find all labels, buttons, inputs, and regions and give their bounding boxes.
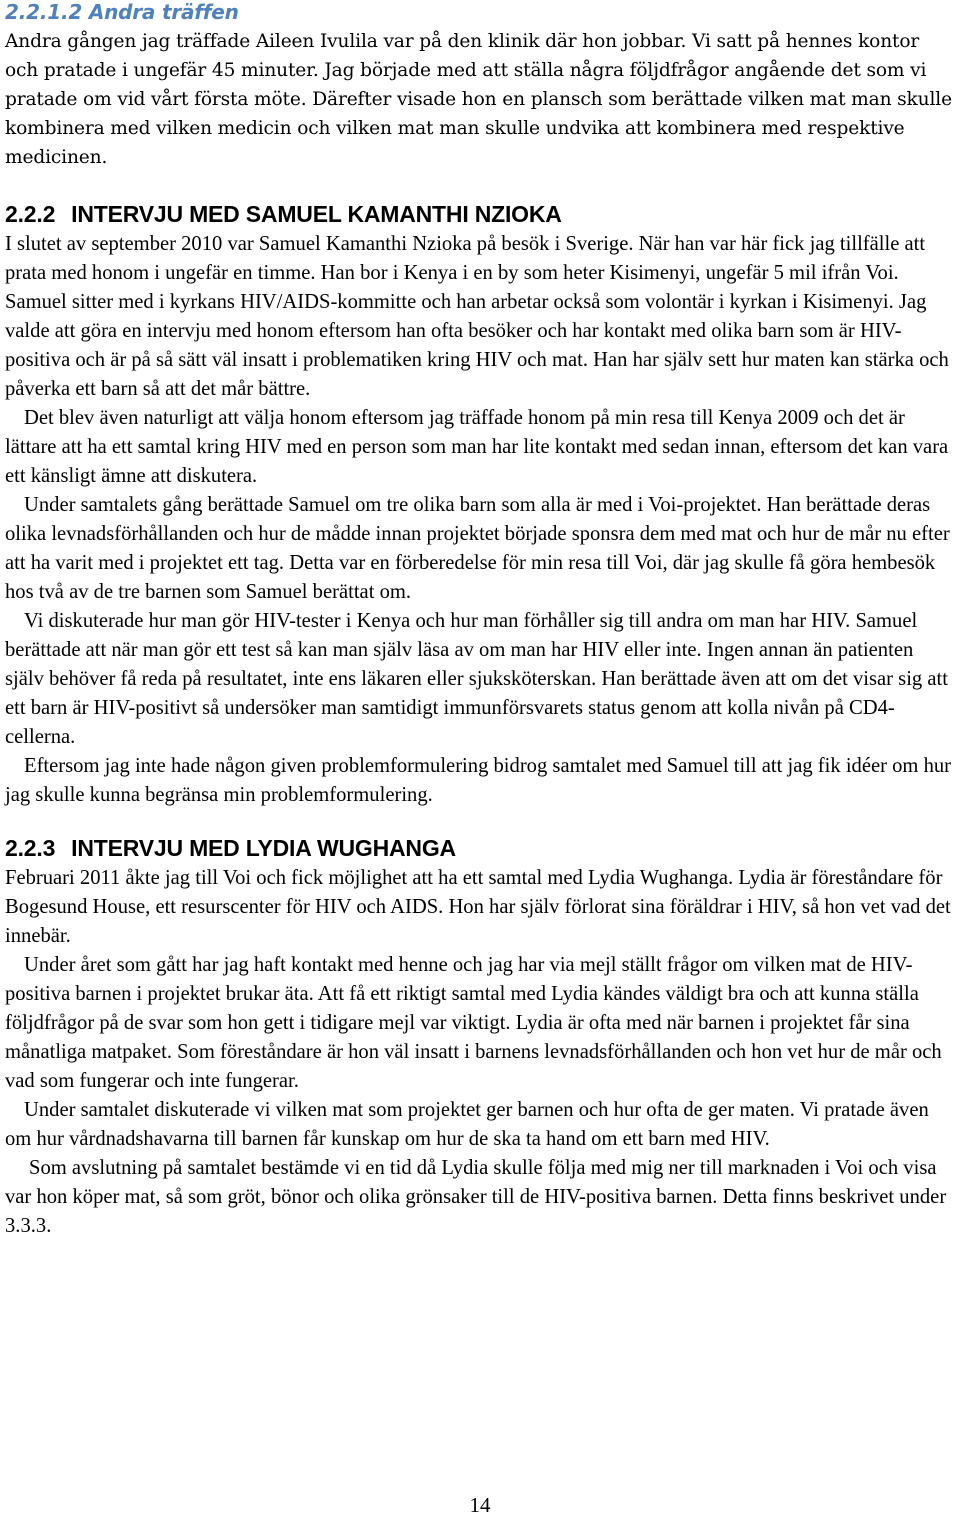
- paragraph-lydia-2: Under året som gått har jag haft kontakt med henne och jag har via mejl ställt frågor om vilken mat de HIV-positiva barnen i projektet brukar äta. Att få ett riktigt samtal med Lydia kändes väldigt bra och att kunna ställa följdfrågor på de svar som hon gett i tidigare mejl var viktigt. Lydia är ofta med när barnen i projektet får sina månatliga matpaket. Som föreståndare är hon väl insatt i barnens levnadsförhållanden och hon vet hur de mår och vad som fungerar och inte fungerar.: [5, 954, 942, 1092]
- section-number: 2.2.3: [5, 835, 56, 861]
- subsection-heading-2-2-1-2: 2.2.1.2 Andra träffen: [5, 0, 239, 24]
- paragraph-samuel-4: Vi diskuterade hur man gör HIV-tester i Kenya och hur man förhåller sig till andra om man har HIV. Samuel berättade att när man gör ett test så kan man själv läsa av om man har HIV eller inte. Ingen annan än patienten själv behöver få reda på resultatet, inte ens läkaren eller sjuksköterskan. Han berättade även att om det visar sig att ett barn är HIV-positivt så undersöker man samtidigt immunförsvarets status genom att kolla nivån på CD4-cellerna.: [5, 610, 948, 748]
- section-title: INTERVJU MED SAMUEL KAMANTHI NZIOKA: [71, 201, 562, 227]
- paragraph-andra-traffen: Andra gången jag träffade Aileen Ivulila var på den klinik där hon jobbar. Vi satt på hennes kontor och pratade i ungefär 45 minuter. Jag började med att ställa några följdfrågor angående det som vi pratade om vid vårt första möte. Därefter visade hon en plansch som berättade vilken mat man skulle kombinera med vilken medicin och vilken mat man skulle undvika att kombinera med respektive medicinen.: [5, 31, 952, 168]
- section-number: 2.2.2: [5, 201, 56, 227]
- paragraph-samuel-1: I slutet av september 2010 var Samuel Kamanthi Nzioka på besök i Sverige. När han var här fick jag tillfälle att prata med honom i ungefär en timme. Han bor i Kenya i en by som heter Kisimenyi, ungefär 5 mil ifrån Voi. Samuel sitter med i kyrkans HIV/AIDS-kommitte och han arbetar också som volontär i kyrkan i Kisimenyi. Jag valde att göra en intervju med honom eftersom han ofta besöker och har kontakt med olika barn som är HIV-positiva och är på så sätt väl insatt i problematiken kring HIV och mat. Han har själv sett hur maten kan stärka och påverka ett barn så att det mår bättre.: [5, 233, 949, 400]
- document-page: [5, 0, 955, 1241]
- page-number: 14: [469, 1493, 491, 1517]
- paragraph-lydia-3: Under samtalet diskuterade vi vilken mat som projektet ger barnen och hur ofta de ger maten. Vi pratade även om hur vårdnadshavarna till barnen får kunskap om hur de ska ta hand om ett barn med HIV.: [5, 1099, 929, 1150]
- paragraph-samuel-2: Det blev även naturligt att välja honom eftersom jag träffade honom på min resa till Kenya 2009 och det är lättare att ha ett samtal kring HIV med en person som man har lite kontakt med sedan innan, eftersom det kan vara ett känsligt ämne att diskutera.: [5, 407, 949, 487]
- paragraph-samuel-5: Eftersom jag inte hade någon given problemformulering bidrog samtalet med Samuel till att jag fik idéer om hur jag skulle kunna begränsa min problemformulering.: [5, 755, 952, 806]
- section-title: INTERVJU MED LYDIA WUGHANGA: [71, 835, 456, 861]
- section-heading-2-2-2: [5, 200, 955, 228]
- paragraph-lydia-4: Som avslutning på samtalet bestämde vi en tid då Lydia skulle följa med mig ner till marknaden i Voi och visa var hon köper mat, så som gröt, bönor och olika grönsaker till de HIV-positiva barnen. Detta finns beskrivet under 3.3.3.: [5, 1157, 947, 1237]
- paragraph-samuel-3: Under samtalets gång berättade Samuel om tre olika barn som alla är med i Voi-projektet. Han berättade deras olika levnadsförhållanden och hur de mådde innan projektet började sponsra dem med mat och hur de mår nu efter att ha varit med i projektet ett tag. Detta var en förberedelse för min resa till Voi, där jag skulle få göra hembesök hos två av de tre barnen som Samuel berättat om.: [5, 494, 950, 603]
- paragraph-lydia-1: Februari 2011 åkte jag till Voi och fick möjlighet att ha ett samtal med Lydia Wughanga. Lydia är föreståndare för Bogesund House, ett resurscenter för HIV och AIDS. Hon har själv förlorat sina föräldrar i HIV, så hon vet vad det innebär.: [5, 867, 951, 947]
- section-heading-2-2-3: [5, 834, 955, 862]
